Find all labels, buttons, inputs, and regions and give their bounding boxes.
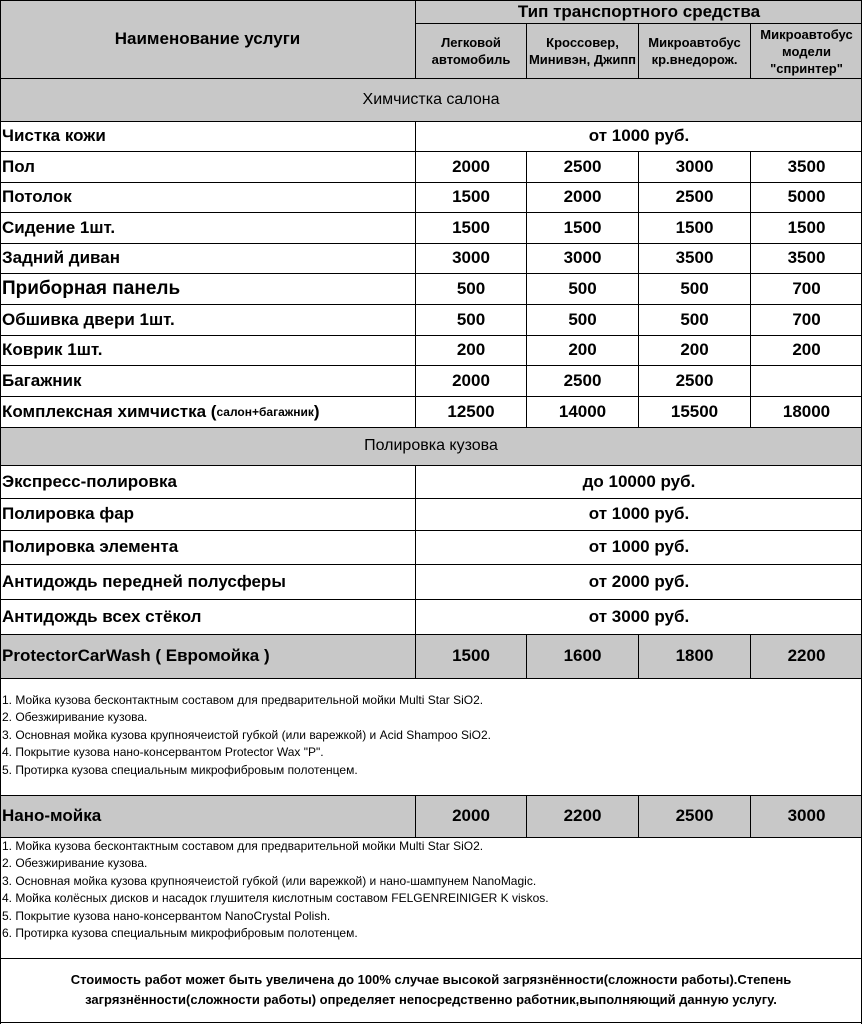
row-name-main: Комплексная химчистка ( — [2, 401, 217, 421]
row-name: Сидение 1шт. — [2, 217, 116, 237]
price-cell: 700 — [792, 309, 821, 329]
price-cell: 200 — [456, 340, 486, 359]
list-item: 5. Покрытие кузова нано-консервантом NanoCrystal Polish. — [2, 908, 331, 923]
list-item: 3. Основная мойка кузова крупноячеистой губкой (или варежкой) и нано-шампунем NanoMagic. — [2, 873, 537, 888]
price-cell — [751, 365, 862, 396]
list-item: 1. Мойка кузова бесконтактным составом для предварительной мойки Multi Star SiO2. — [2, 693, 484, 707]
footer-line-1: Стоимость работ может быть увеличена до 100% случае высокой загрязнённости(сложности работы).Степень — [70, 972, 792, 987]
price-cell: 3000 — [675, 156, 714, 176]
price-cell: 200 — [792, 340, 821, 359]
row-name: Пол — [2, 156, 35, 176]
footer-note — [0, 970, 862, 1010]
price-cell: 3500 — [675, 248, 714, 267]
row-name: Обшивка двери 1шт. — [2, 309, 175, 329]
footer-line-2: загрязнённости(сложности работы) определяет непосредственно работник,выполняющий данную услугу. — [85, 992, 777, 1007]
price-cell: 1500 — [563, 217, 602, 237]
price-cell: 14000 — [558, 401, 607, 421]
price-cell: 500 — [680, 278, 709, 298]
header-service-name: Наименование услуги — [114, 29, 301, 48]
row-name: Полировка элемента — [2, 537, 179, 556]
row-price-span: от 1000 руб. — [588, 504, 690, 523]
row-name: Антидождь всех стёкол — [2, 606, 202, 626]
header-vehicle-type: Тип транспортного средства — [517, 1, 761, 21]
price-cell: 2500 — [675, 370, 714, 390]
price-cell: 2200 — [563, 806, 602, 825]
list-item: 3. Основная мойка кузова крупноячеистой губкой (или варежкой) и Acid Shampoo SiO2. — [2, 727, 491, 742]
row-name: Коврик 1шт. — [2, 340, 103, 359]
row-name: Потолок — [2, 187, 72, 206]
price-cell: 200 — [680, 340, 709, 359]
header-col-minibus-offroad: Микроавтобус кр.внедорож. — [648, 35, 741, 67]
list-item: 1. Мойка кузова бесконтактным составом для предварительной мойки Multi Star SiO2. — [2, 839, 484, 853]
price-cell: 3000 — [787, 806, 826, 825]
price-cell: 2500 — [563, 370, 602, 390]
price-cell: 500 — [456, 309, 486, 329]
price-cell: 15500 — [670, 401, 719, 421]
price-cell: 500 — [456, 278, 486, 298]
price-cell: 2200 — [787, 646, 826, 665]
nano-wash-name: Нано-мойка — [2, 806, 102, 825]
row-name-end: ) — [313, 401, 320, 421]
price-cell: 3000 — [452, 248, 490, 267]
section-polish-title: Полировка кузова — [364, 437, 498, 454]
euro-wash-name: ProtectorCarWash ( Евромойка ) — [2, 646, 270, 665]
nano-wash-steps — [2, 838, 549, 942]
price-cell: 1500 — [787, 217, 826, 237]
row-name: Задний диван — [2, 248, 120, 267]
price-cell: 2000 — [452, 370, 490, 390]
row-name: Приборная панель — [2, 277, 181, 299]
row-price-span: от 3000 руб. — [588, 606, 690, 626]
price-cell: 1500 — [452, 187, 490, 206]
price-cell: 18000 — [782, 401, 831, 421]
price-cell: 1500 — [452, 646, 490, 665]
price-cell: 3500 — [787, 156, 826, 176]
list-item: 2. Обезжиривание кузова. — [2, 856, 148, 871]
price-cell: 1500 — [675, 217, 714, 237]
price-cell: 1600 — [563, 646, 602, 665]
list-item: 2. Обезжиривание кузова. — [2, 710, 148, 725]
price-cell: 2500 — [675, 806, 714, 825]
row-name: Полировка фар — [2, 504, 135, 523]
price-cell: 1800 — [675, 646, 714, 665]
price-cell: 2500 — [675, 187, 714, 206]
header-col-passenger: Легковой автомобиль — [431, 35, 511, 67]
row-name — [2, 396, 412, 427]
row-price-span: от 1000 руб. — [588, 537, 690, 556]
price-cell: 2000 — [452, 156, 490, 176]
price-cell: 1500 — [452, 217, 490, 237]
row-name: Антидождь передней полусферы — [2, 571, 286, 591]
price-cell: 500 — [680, 309, 709, 329]
price-cell: 3000 — [563, 248, 602, 267]
row-price-span: от 1000 руб. — [588, 126, 690, 145]
list-item: 5. Протирка кузова специальным микрофибровым полотенцем. — [2, 762, 358, 777]
header-col-crossover: Кроссовер, Минивэн, Джипп — [528, 35, 637, 67]
section-interior-title: Химчистка салона — [362, 90, 500, 108]
price-cell: 2000 — [563, 187, 602, 206]
row-name: Чистка кожи — [2, 126, 106, 145]
price-cell: 12500 — [447, 401, 495, 421]
row-name-small: салон+багажник — [216, 404, 314, 419]
euro-wash-steps — [2, 692, 491, 779]
row-name: Экспресс-полировка — [2, 471, 177, 491]
price-cell: 200 — [568, 340, 597, 359]
price-cell: 500 — [568, 278, 597, 298]
header-col-sprinter: Микроавтобус модели "спринтер" — [760, 26, 853, 76]
list-item: 4. Мойка колёсных дисков и насадок глушителя кислотным составом FELGENREINIGER K viskos. — [2, 891, 549, 906]
price-cell: 500 — [568, 309, 597, 329]
price-cell: 2500 — [563, 156, 602, 176]
price-cell: 5000 — [787, 187, 826, 206]
price-cell: 3500 — [787, 248, 826, 267]
row-name: Багажник — [2, 370, 82, 390]
price-cell: 2000 — [452, 806, 490, 825]
list-item: 4. Покрытие кузова нано-консервантом Protector Wax "P". — [2, 745, 324, 760]
row-price-span: от 2000 руб. — [588, 571, 690, 591]
list-item: 6. Протирка кузова специальным микрофибровым полотенцем. — [2, 926, 358, 941]
price-cell: 700 — [792, 278, 821, 298]
row-price-span: до 10000 руб. — [582, 471, 696, 491]
